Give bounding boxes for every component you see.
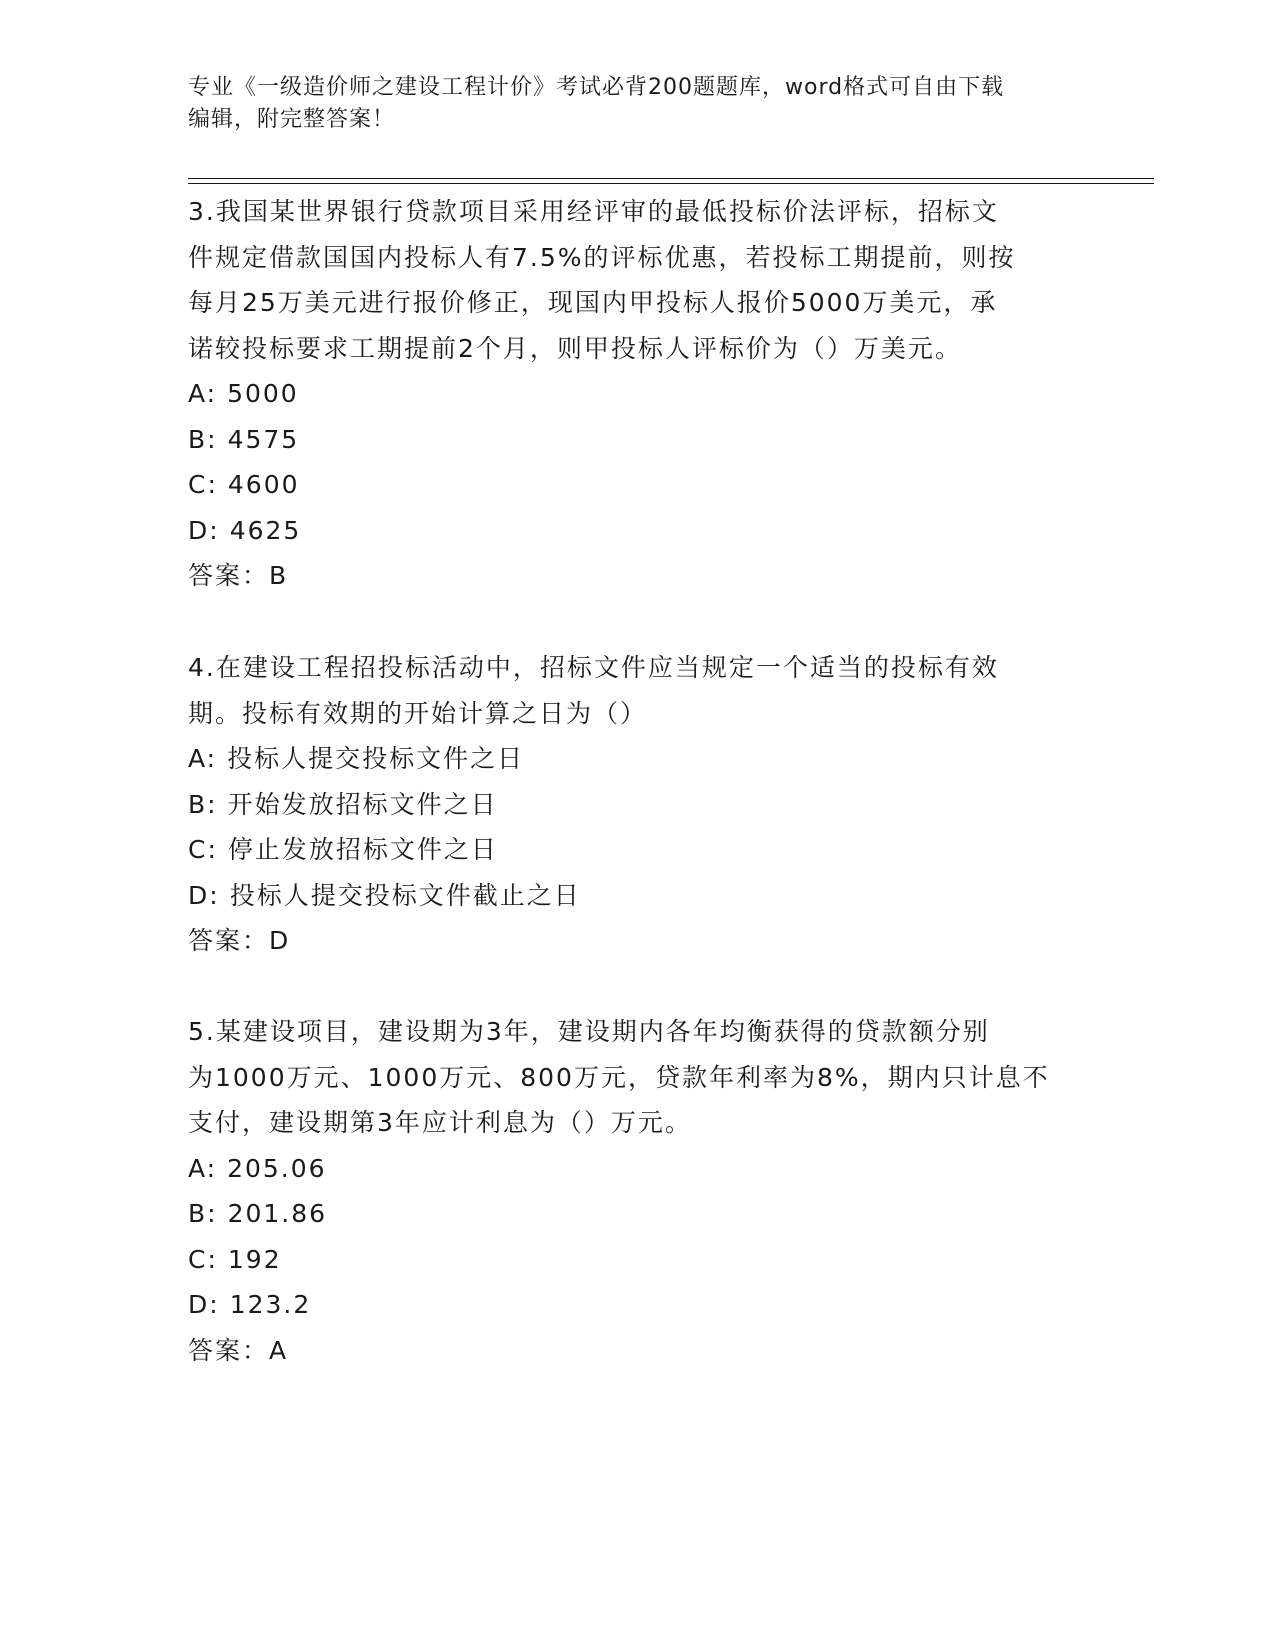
option-d	[188, 873, 1088, 919]
option-letter: A:	[188, 1153, 218, 1183]
question-5	[188, 1009, 1088, 1373]
question-line: 诺较投标要求工期提前2个月，则甲投标人评标价为（）万美元。	[188, 333, 962, 363]
option-letter: B:	[188, 424, 218, 454]
option-c	[188, 827, 1088, 873]
question-line: 为1000万元、1000万元、800万元，贷款年利率为8%，期内只计息不	[188, 1062, 1050, 1092]
answer-line: 答案：B	[188, 561, 289, 590]
option-letter: C:	[188, 835, 218, 864]
option-text: 205.06	[227, 1153, 327, 1183]
option-text: 停止发放招标文件之日	[227, 835, 498, 864]
option-text: 123.2	[229, 1290, 312, 1319]
option-text: 4600	[227, 470, 300, 499]
option-text: 4625	[229, 515, 302, 545]
option-letter: D:	[188, 1290, 220, 1319]
answer-line: 答案：D	[188, 926, 291, 955]
option-text: 开始发放招标文件之日	[227, 789, 498, 819]
option-letter: A:	[188, 744, 218, 773]
option-a	[188, 371, 1088, 417]
question-line: 4.在建设工程招投标活动中，招标文件应当规定一个适当的投标有效	[188, 653, 999, 682]
option-text: 5000	[227, 379, 299, 408]
option-text: 投标人提交投标文件之日	[227, 744, 525, 773]
option-text: 投标人提交投标文件截止之日	[229, 880, 581, 910]
option-b	[188, 1191, 1088, 1237]
header-divider-top	[188, 178, 1154, 179]
option-letter: C:	[188, 470, 218, 499]
option-d	[188, 1282, 1088, 1328]
option-letter: B:	[188, 1199, 218, 1228]
option-d	[188, 508, 1088, 554]
question-line: 件规定借款国国内投标人有7.5%的评标优惠，若投标工期提前，则按	[188, 242, 1016, 272]
option-letter: A:	[188, 379, 218, 408]
question-text	[188, 189, 1088, 371]
option-letter: D:	[188, 515, 220, 545]
header-line-2: 编辑，附完整答案！	[188, 107, 396, 132]
option-letter: B:	[188, 789, 218, 819]
option-a	[188, 736, 1088, 782]
question-line: 3.我国某世界银行贷款项目采用经评审的最低投标价法评标，招标文	[188, 197, 999, 226]
document-header	[188, 72, 1068, 136]
question-text	[188, 1009, 1088, 1146]
header-line-1: 专业《一级造价师之建设工程计价》考试必背200题题库，word格式可自由下载	[188, 75, 1005, 100]
question-line: 5.某建设项目，建设期为3年，建设期内各年均衡获得的贷款额分别	[188, 1017, 990, 1046]
question-text	[188, 645, 1088, 736]
question-4	[188, 645, 1088, 964]
question-line: 期。投标有效期的开始计算之日为（）	[188, 698, 648, 728]
option-letter: D:	[188, 880, 220, 910]
option-c	[188, 1237, 1088, 1283]
question-line: 支付，建设期第3年应计利息为（）万元。	[188, 1108, 692, 1137]
question-3	[188, 189, 1088, 599]
option-text: 192	[227, 1244, 282, 1274]
option-c	[188, 462, 1088, 508]
question-line: 每月25万美元进行报价修正，现国内甲投标人报价5000万美元，承	[188, 288, 998, 317]
option-b	[188, 782, 1088, 828]
option-b	[188, 417, 1088, 463]
option-text: 4575	[227, 424, 300, 454]
option-a	[188, 1146, 1088, 1192]
answer-line: 答案：A	[188, 1335, 289, 1365]
option-text: 201.86	[227, 1199, 328, 1228]
option-letter: C:	[188, 1244, 218, 1274]
header-divider-bottom	[188, 183, 1154, 184]
